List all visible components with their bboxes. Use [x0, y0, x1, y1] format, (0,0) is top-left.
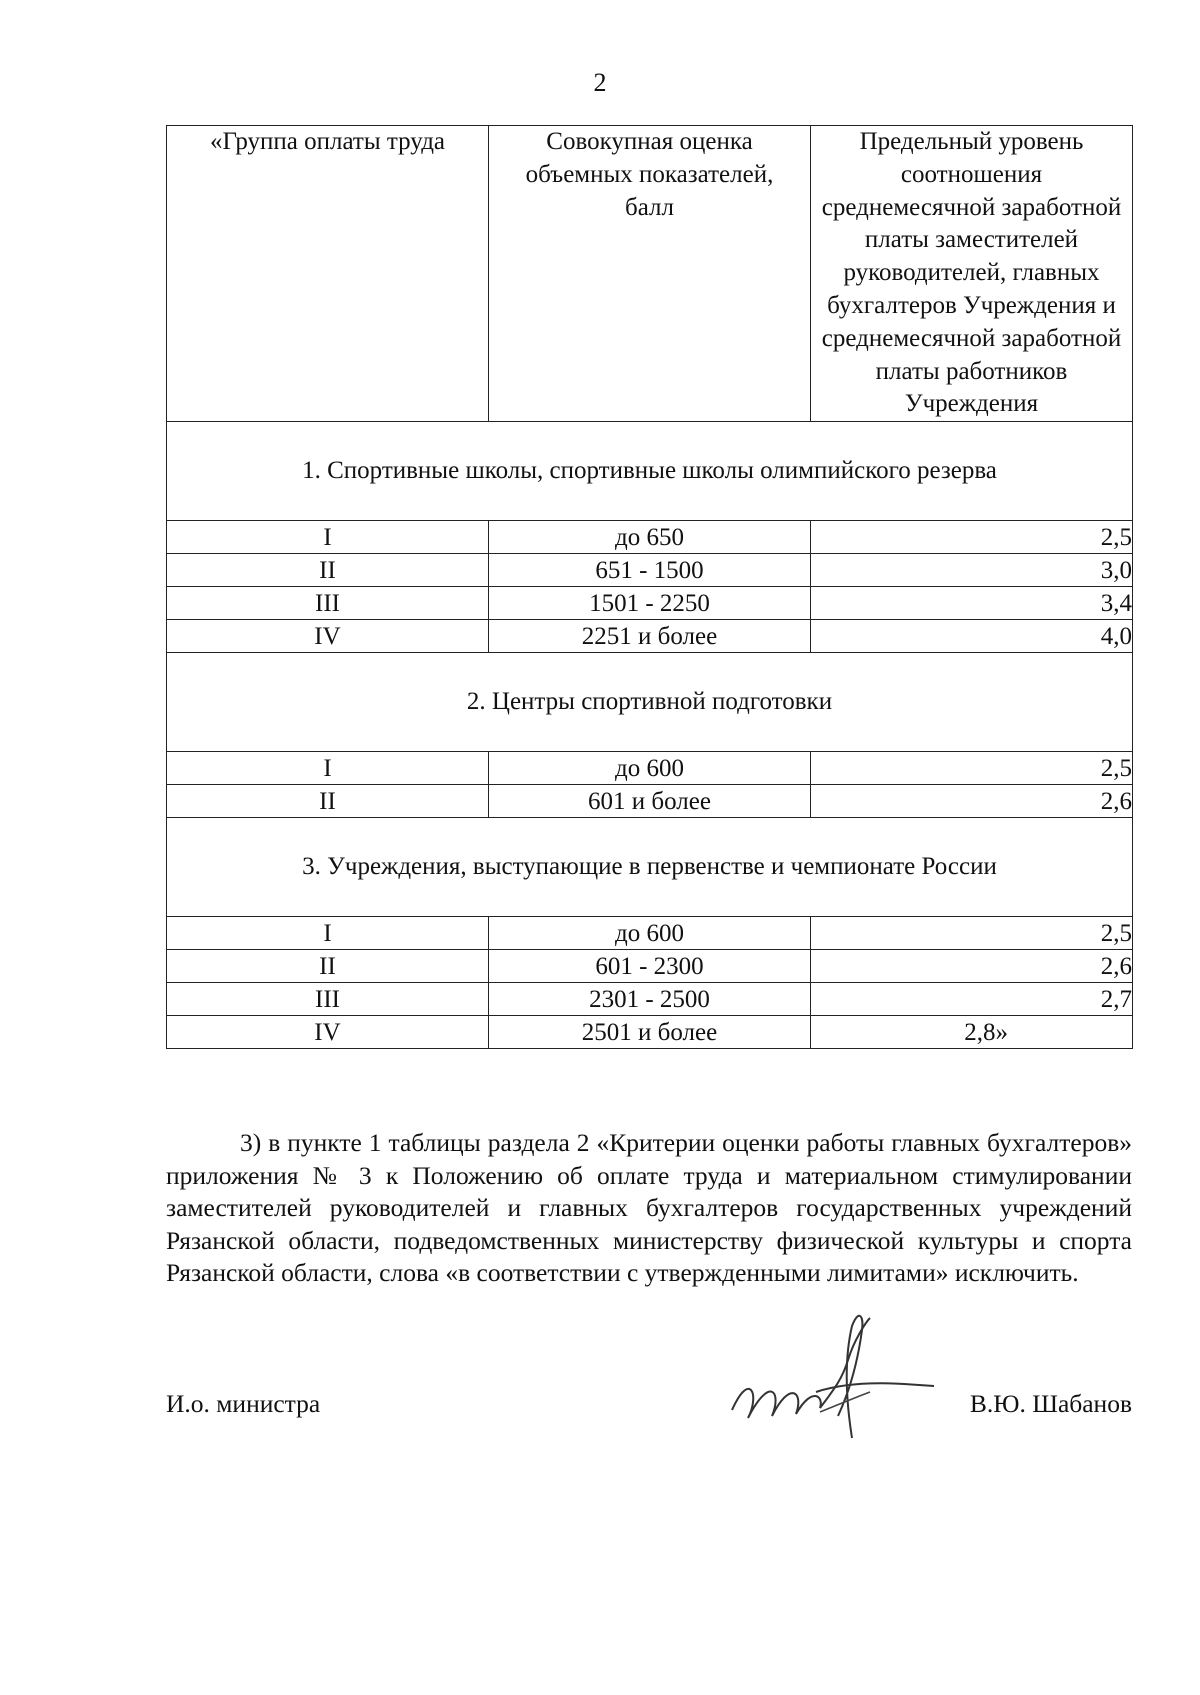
cell-score: до 600 — [489, 917, 811, 950]
section-title: 1. Спортивные школы, спортивные школы олимпийского резерва — [167, 422, 1133, 521]
cell-group: IV — [167, 1016, 489, 1049]
cell-coef: 4,0 — [811, 620, 1133, 653]
cell-group: IV — [167, 620, 489, 653]
cell-group: III — [167, 587, 489, 620]
cell-group: I — [167, 917, 489, 950]
cell-coef: 2,5 — [811, 752, 1133, 785]
handwritten-signature-icon — [720, 1300, 960, 1460]
table-row — [167, 620, 1133, 653]
cell-score: 2301 - 2500 — [489, 983, 811, 1016]
table-row — [167, 983, 1133, 1016]
cell-score: до 650 — [489, 521, 811, 554]
section-row — [167, 818, 1133, 917]
cell-score: 651 - 1500 — [489, 554, 811, 587]
cell-group: I — [167, 752, 489, 785]
section-title: 3. Учреждения, выступающие в первенстве и чемпионате России — [167, 818, 1133, 917]
header-pay-group: «Группа оплаты труда — [167, 126, 489, 422]
cell-score: до 600 — [489, 752, 811, 785]
cell-coef: 2,5 — [811, 521, 1133, 554]
section-row — [167, 422, 1133, 521]
cell-coef: 2,8» — [811, 1016, 1133, 1049]
table-row — [167, 950, 1133, 983]
table-row — [167, 785, 1133, 818]
header-salary-ratio: Предельный уровень соотношения среднемесячной заработной платы заместителей руководителей, главных бухгалтеров Учреждения и среднемесячной заработной платы работников Учреждения — [811, 126, 1133, 422]
cell-coef: 2,5 — [811, 917, 1133, 950]
section-row — [167, 653, 1133, 752]
cell-group: II — [167, 950, 489, 983]
cell-group: I — [167, 521, 489, 554]
table-header-row — [167, 126, 1133, 422]
cell-coef: 2,6 — [811, 950, 1133, 983]
cell-coef: 2,7 — [811, 983, 1133, 1016]
cell-score: 601 и более — [489, 785, 811, 818]
table-row — [167, 1016, 1133, 1049]
header-total-score: Совокупная оценка объемных показателей, балл — [489, 126, 811, 422]
cell-coef: 2,6 — [811, 785, 1133, 818]
cell-score: 2251 и более — [489, 620, 811, 653]
table-row — [167, 917, 1133, 950]
cell-score: 1501 - 2250 — [489, 587, 811, 620]
page-number: 2 — [593, 68, 607, 97]
table-row — [167, 521, 1133, 554]
section-title: 2. Центры спортивной подготовки — [167, 653, 1133, 752]
cell-group: III — [167, 983, 489, 1016]
cell-group: II — [167, 554, 489, 587]
signatory-name: В.Ю. Шабанов — [969, 1389, 1132, 1418]
table-row — [167, 554, 1133, 587]
pay-group-table — [166, 125, 1133, 1049]
signatory-title: И.о. министра — [166, 1389, 321, 1418]
amendment-paragraph: 3) в пункте 1 таблицы раздела 2 «Критерии оценки работы главных бухгалтеров» приложения № 3 к Положению об оплате труда и материальном стимулировании заместителей руководителей и главных бухгалтеров государственных учреждений Рязанской области, подведомственных министерству физической культуры и спорта Рязанской области, слова «в соответствии с утвержденными лимитами» исключить. — [166, 1128, 1132, 1287]
table-row — [167, 587, 1133, 620]
cell-coef: 3,4 — [811, 587, 1133, 620]
cell-score: 601 - 2300 — [489, 950, 811, 983]
cell-score: 2501 и более — [489, 1016, 811, 1049]
table-row — [167, 752, 1133, 785]
cell-coef: 3,0 — [811, 554, 1133, 587]
cell-group: II — [167, 785, 489, 818]
